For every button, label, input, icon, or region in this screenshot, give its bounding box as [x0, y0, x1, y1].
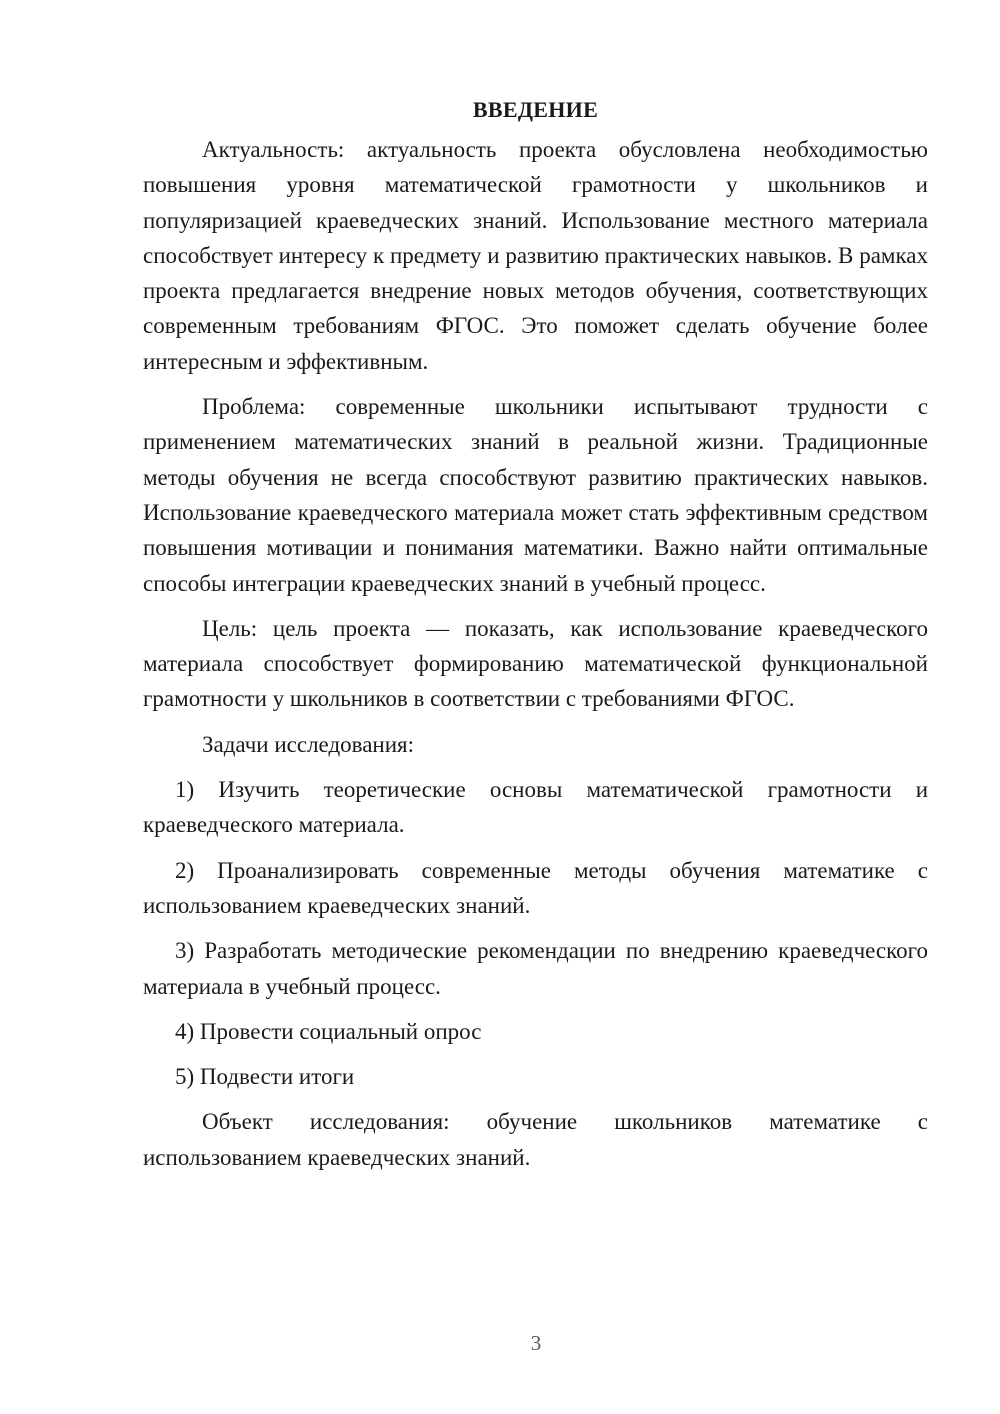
- goal-paragraph: Цель: цель проекта — показать, как использование краеведческого материала способствует формированию математической функциональной грамотности у школьников в соответствии с требованиями ФГОС.: [143, 615, 928, 712]
- relevance-paragraph: Актуальность: актуальность проекта обусловлена необходимостью повышения уровня математической грамотности у школьников и популяризацией краеведческих знаний. Использование местного материала способствует интересу к предмету и развитию практических навыков. В рамках проекта предлагается внедрение новых методов обучения, соответствующих современным требованиям ФГОС. Это поможет сделать обучение более интересным и эффективным.: [143, 137, 928, 374]
- task-item-5: 5) Подвести итоги: [175, 1064, 355, 1090]
- task-item-3: 3) Разработать методические рекомендации по внедрению краеведческого материала в учебный процесс.: [143, 938, 928, 999]
- object-paragraph: Объект исследования: обучение школьников математике с использованием краеведческих знаний.: [143, 1109, 928, 1170]
- task-item-2: 2) Проанализировать современные методы обучения математике с использованием краеведческих знаний.: [143, 857, 928, 918]
- task-item-1: 1) Изучить теоретические основы математической грамотности и краеведческого материала.: [143, 777, 928, 838]
- problem-paragraph: Проблема: современные школьники испытывают трудности с применением математических знаний в реальной жизни. Традиционные методы обучения не всегда способствуют развитию практических навыков. Использование краеведческого материала может стать эффективным средством повышения мотивации и понимания математики. Важно найти оптимальные способы интеграции краеведческих знаний в учебный процесс.: [143, 394, 928, 596]
- page-number: 3: [530, 1331, 542, 1355]
- tasks-title: Задачи исследования:: [202, 731, 415, 757]
- task-item-4: 4) Провести социальный опрос: [175, 1018, 482, 1044]
- document-page: [143, 92, 928, 1185]
- page-title: ВВЕДЕНИЕ: [472, 97, 599, 122]
